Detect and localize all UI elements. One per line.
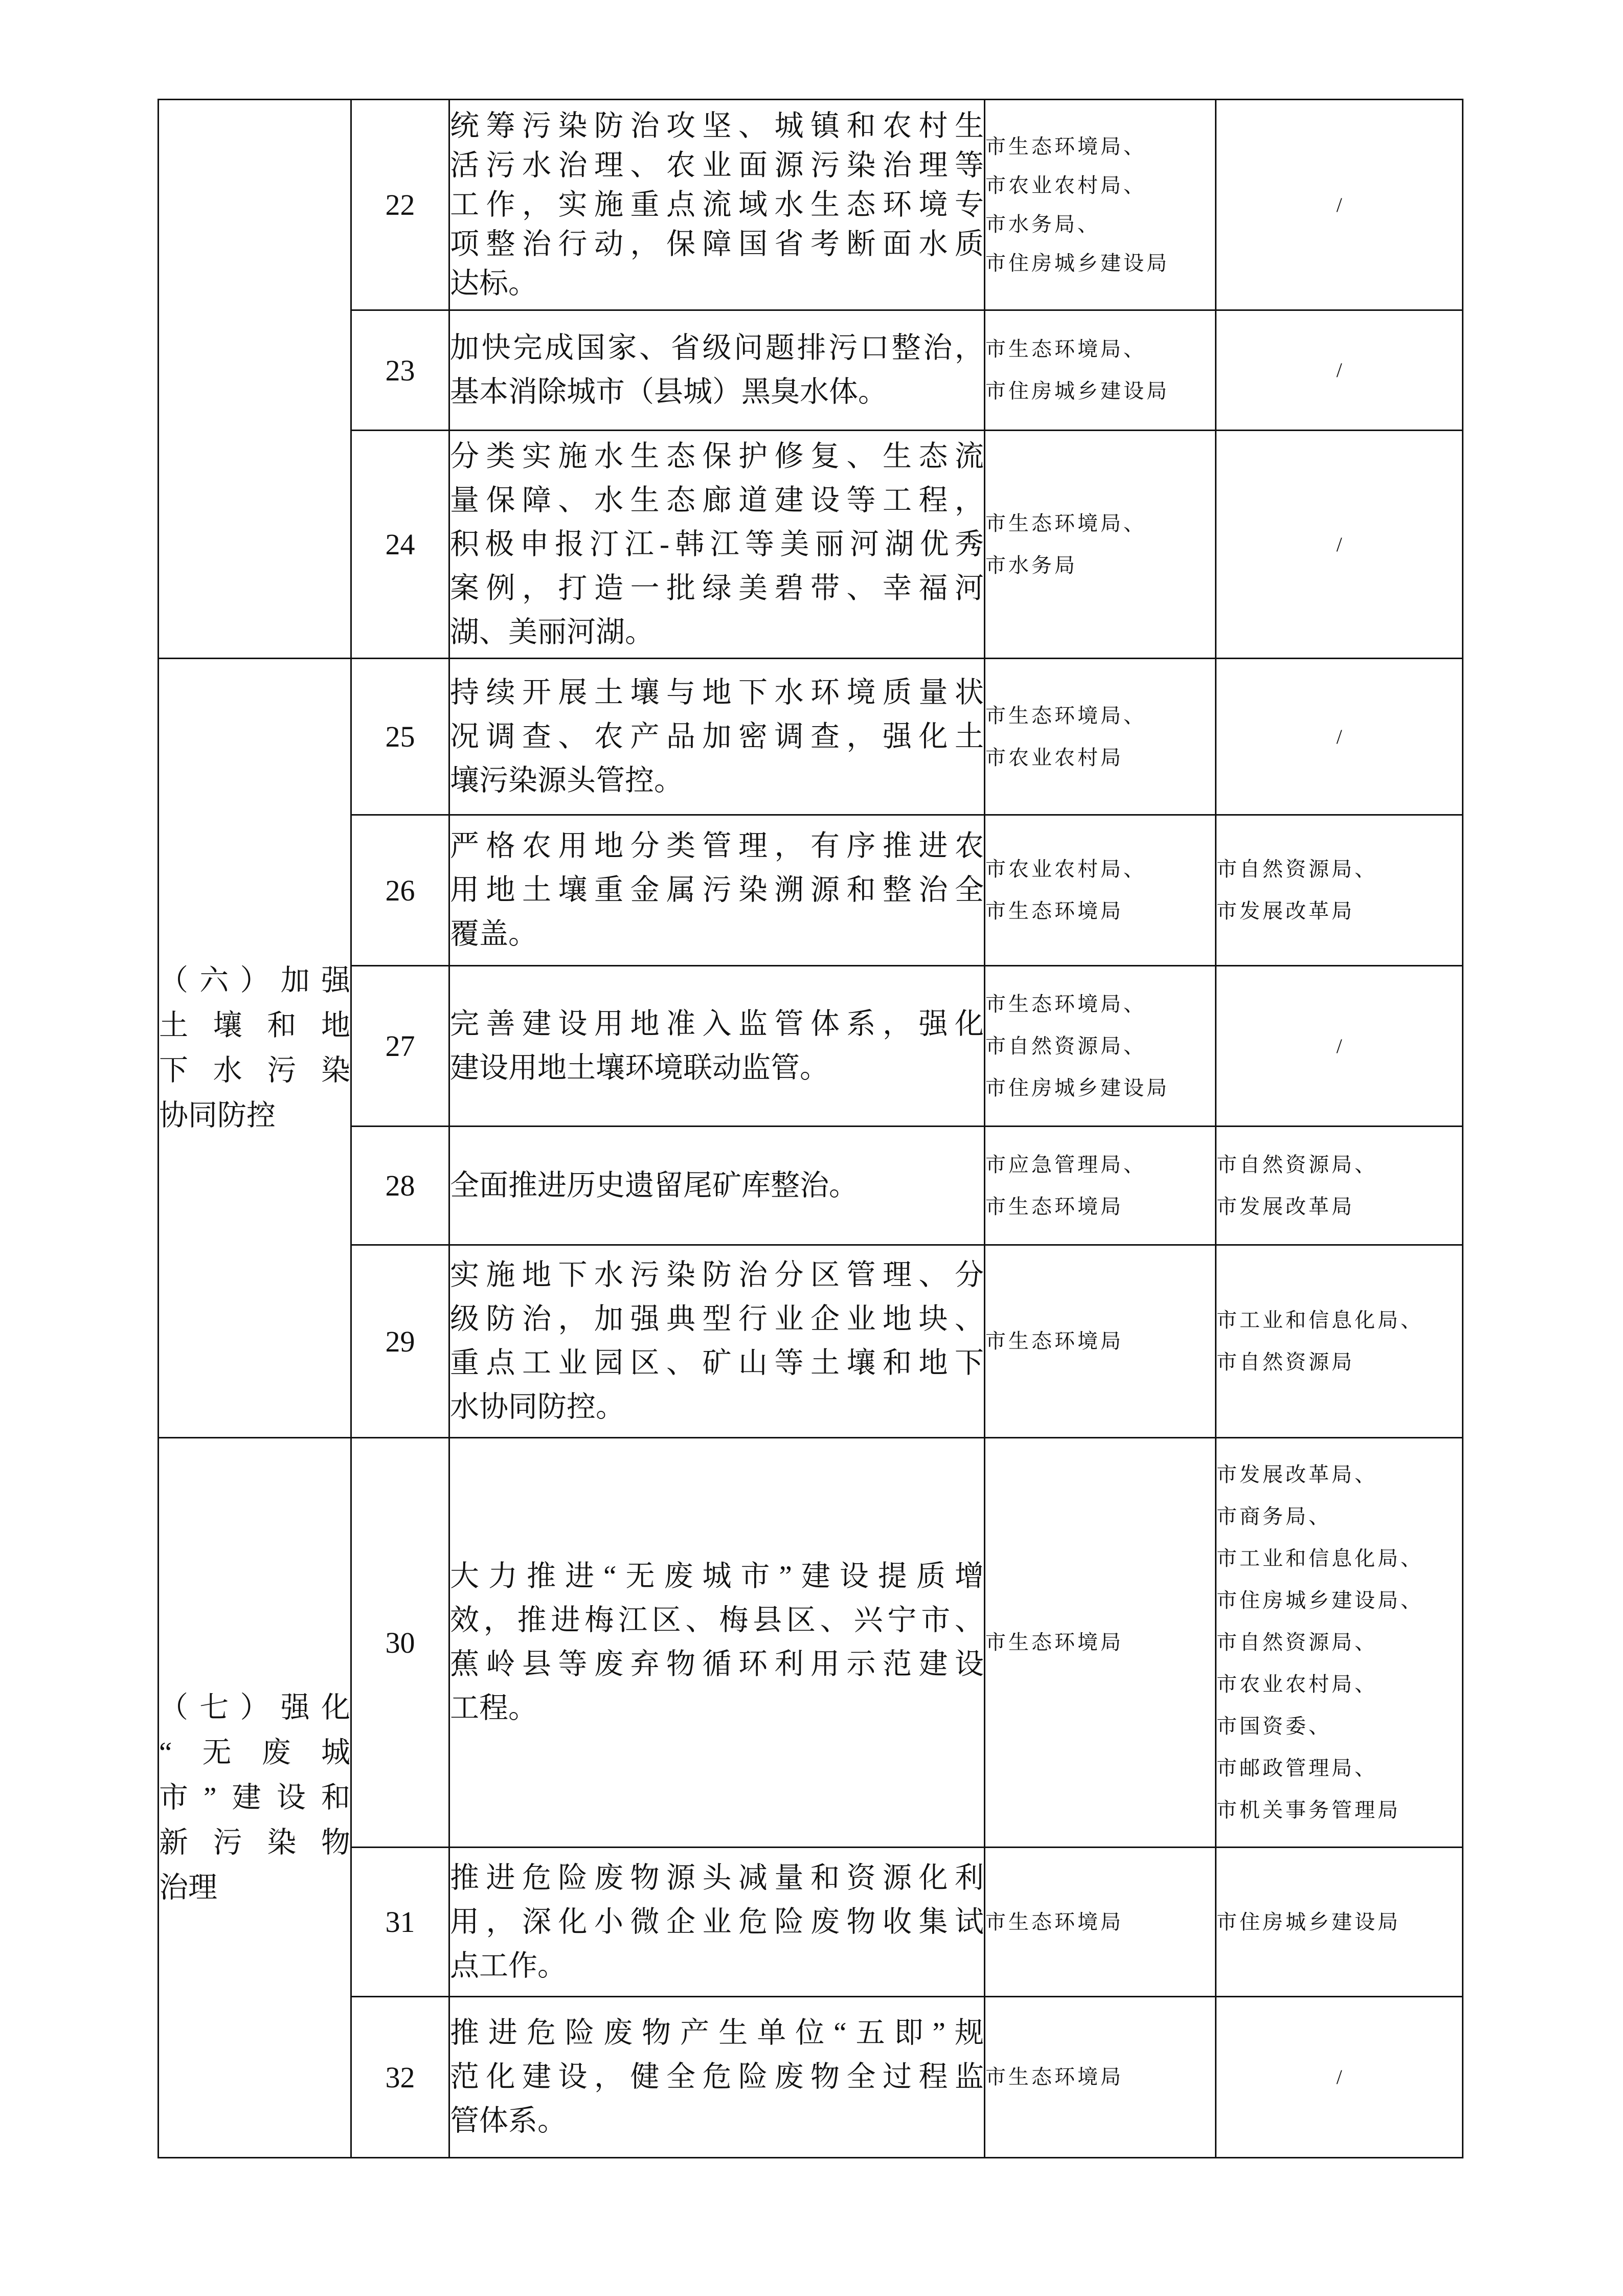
cooperating-department: 市农业农村局、 bbox=[1216, 1673, 1378, 1696]
task-line: 重点工业园区、矿山等土壤和地下 bbox=[450, 1347, 984, 1379]
lead-department: 市应急管理局、 bbox=[985, 1153, 1146, 1176]
lead-department: 市农业农村局 bbox=[985, 746, 1123, 769]
cooperating-department: 市机关事务管理局 bbox=[1216, 1798, 1401, 1821]
table-row bbox=[159, 1438, 1463, 1848]
task-table-body bbox=[159, 100, 1463, 2158]
cooperating-department: 市自然资源局、 bbox=[1216, 858, 1378, 881]
task-description bbox=[449, 1848, 985, 1997]
task-line: 效，推进梅江区、梅县区、兴宁市、 bbox=[450, 1604, 984, 1636]
category-line: （六）加强 bbox=[159, 964, 350, 997]
table-row bbox=[159, 815, 1463, 966]
lead-departments bbox=[985, 1245, 1216, 1438]
lead-departments bbox=[985, 1997, 1216, 2158]
lead-departments bbox=[985, 1127, 1216, 1245]
cooperating-department: / bbox=[1336, 725, 1342, 748]
lead-department: 市生态环境局、 bbox=[985, 511, 1146, 535]
table-row bbox=[159, 1245, 1463, 1438]
task-number: 23 bbox=[351, 310, 449, 431]
task-table bbox=[157, 99, 1463, 2158]
cooperating-department: 市发展改革局 bbox=[1216, 1195, 1355, 1218]
lead-department: 市生态环境局 bbox=[985, 1330, 1123, 1353]
lead-department: 市生态环境局、 bbox=[985, 134, 1146, 158]
category-line: 协同防控 bbox=[159, 1099, 276, 1132]
category-line: 新污染物 bbox=[159, 1826, 350, 1859]
lead-department: 市生态环境局 bbox=[985, 1910, 1123, 1933]
task-number: 30 bbox=[351, 1438, 449, 1848]
task-line: 建设用地土壤环境联动监管。 bbox=[450, 1051, 829, 1084]
task-line: 大力推进“无废城市”建设提质增 bbox=[450, 1560, 984, 1592]
task-description bbox=[449, 310, 985, 431]
cooperating-department: 市发展改革局、 bbox=[1216, 1463, 1378, 1486]
task-line: 用地土壤重金属污染溯源和整治全 bbox=[450, 874, 984, 906]
lead-department: 市水务局、 bbox=[985, 212, 1100, 236]
cooperating-department: 市商务局、 bbox=[1216, 1505, 1332, 1528]
category-line: 土壤和地 bbox=[159, 1009, 350, 1042]
lead-department: 市生态环境局、 bbox=[985, 337, 1146, 361]
task-number: 27 bbox=[351, 966, 449, 1127]
task-line: 分类实施水生态保护修复、生态流 bbox=[450, 440, 984, 472]
cooperating-departments bbox=[1216, 1848, 1463, 1997]
table-row bbox=[159, 100, 1463, 310]
task-line: 积极申报汀江-韩江等美丽河湖优秀 bbox=[450, 528, 984, 560]
task-description bbox=[449, 431, 985, 659]
task-line: 加快完成国家、省级问题排污口整治， bbox=[450, 332, 984, 364]
task-line: 工作，实施重点流域水生态环境专 bbox=[450, 189, 984, 221]
category-line: （七）强化 bbox=[159, 1691, 350, 1724]
lead-departments bbox=[985, 966, 1216, 1127]
cooperating-departments bbox=[1216, 966, 1463, 1127]
cooperating-departments bbox=[1216, 1997, 1463, 2158]
cooperating-departments bbox=[1216, 1438, 1463, 1848]
category-line: “无废城 bbox=[159, 1736, 350, 1769]
cooperating-departments bbox=[1216, 310, 1463, 431]
task-line: 湖、美丽河湖。 bbox=[450, 616, 654, 648]
task-line: 基本消除城市（县城）黑臭水体。 bbox=[450, 376, 887, 408]
lead-departments bbox=[985, 1848, 1216, 1997]
lead-department: 市生态环境局 bbox=[985, 2065, 1123, 2088]
cooperating-departments bbox=[1216, 815, 1463, 966]
task-number: 25 bbox=[351, 659, 449, 815]
cooperating-department: 市住房城乡建设局 bbox=[1216, 1910, 1401, 1933]
task-line: 推进危险废物源头减量和资源化利 bbox=[450, 1861, 984, 1894]
task-line: 工程。 bbox=[450, 1692, 537, 1724]
task-line: 管体系。 bbox=[450, 2105, 567, 2137]
cooperating-department: / bbox=[1336, 1034, 1342, 1057]
cooperating-department: / bbox=[1336, 193, 1342, 216]
task-line: 推进危险废物产生单位“五即”规 bbox=[450, 2017, 984, 2049]
table-row bbox=[159, 1127, 1463, 1245]
task-line: 覆盖。 bbox=[450, 918, 537, 950]
cooperating-department: 市自然资源局 bbox=[1216, 1350, 1355, 1374]
cooperating-department: 市国资委、 bbox=[1216, 1715, 1332, 1738]
lead-departments bbox=[985, 100, 1216, 310]
category-cell bbox=[159, 100, 351, 659]
task-description bbox=[449, 1245, 985, 1438]
cooperating-department: / bbox=[1336, 358, 1342, 381]
task-description bbox=[449, 1438, 985, 1848]
task-description bbox=[449, 100, 985, 310]
cooperating-department: / bbox=[1336, 532, 1342, 556]
table-row bbox=[159, 310, 1463, 431]
task-line: 用，深化小微企业危险废物收集试 bbox=[450, 1905, 984, 1938]
cooperating-department: 市发展改革局 bbox=[1216, 899, 1355, 922]
task-line: 达标。 bbox=[450, 267, 537, 300]
cooperating-departments bbox=[1216, 431, 1463, 659]
category-cell bbox=[159, 1438, 351, 2158]
cooperating-department: 市工业和信息化局、 bbox=[1216, 1309, 1424, 1332]
table-row bbox=[159, 431, 1463, 659]
task-number: 26 bbox=[351, 815, 449, 966]
category-line: 治理 bbox=[159, 1871, 217, 1904]
task-line: 实施地下水污染防治分区管理、分 bbox=[450, 1259, 984, 1291]
lead-department: 市农业农村局、 bbox=[985, 173, 1146, 197]
lead-department: 市生态环境局 bbox=[985, 1631, 1123, 1654]
task-line: 持续开展土壤与地下水环境质量状 bbox=[450, 676, 984, 709]
task-line: 级防治，加强典型行业企业地块、 bbox=[450, 1303, 984, 1335]
cooperating-departments bbox=[1216, 100, 1463, 310]
lead-department: 市水务局 bbox=[985, 553, 1077, 577]
table-row bbox=[159, 966, 1463, 1127]
task-number: 32 bbox=[351, 1997, 449, 2158]
task-line: 水协同防控。 bbox=[450, 1391, 625, 1423]
task-description bbox=[449, 659, 985, 815]
category-cell bbox=[159, 659, 351, 1438]
lead-department: 市生态环境局、 bbox=[985, 992, 1146, 1016]
cooperating-departments bbox=[1216, 659, 1463, 815]
task-line: 项整治行动，保障国省考断面水质 bbox=[450, 228, 984, 260]
lead-departments bbox=[985, 815, 1216, 966]
category-line: 下水污染 bbox=[159, 1054, 350, 1087]
lead-department: 市生态环境局 bbox=[985, 899, 1123, 922]
cooperating-department: 市工业和信息化局、 bbox=[1216, 1547, 1424, 1570]
task-description bbox=[449, 1127, 985, 1245]
task-line: 况调查、农产品加密调查，强化土 bbox=[450, 720, 984, 753]
lead-department: 市生态环境局 bbox=[985, 1195, 1123, 1218]
lead-departments bbox=[985, 310, 1216, 431]
task-line: 范化建设，健全危险废物全过程监 bbox=[450, 2061, 984, 2093]
lead-department: 市生态环境局、 bbox=[985, 704, 1146, 727]
cooperating-department: 市自然资源局、 bbox=[1216, 1631, 1378, 1654]
task-line: 案例，打造一批绿美碧带、幸福河 bbox=[450, 572, 984, 604]
cooperating-departments bbox=[1216, 1127, 1463, 1245]
task-line: 全面推进历史遗留尾矿库整治。 bbox=[450, 1169, 858, 1202]
task-number: 31 bbox=[351, 1848, 449, 1997]
lead-department: 市住房城乡建设局 bbox=[985, 251, 1169, 275]
task-description bbox=[449, 966, 985, 1127]
cooperating-departments bbox=[1216, 1245, 1463, 1438]
table-row bbox=[159, 1848, 1463, 1997]
table-row bbox=[159, 659, 1463, 815]
task-line: 蕉岭县等废弃物循环利用示范建设 bbox=[450, 1648, 984, 1680]
cooperating-department: 市自然资源局、 bbox=[1216, 1153, 1378, 1176]
table-row bbox=[159, 1997, 1463, 2158]
lead-department: 市住房城乡建设局 bbox=[985, 1076, 1169, 1099]
lead-department: 市农业农村局、 bbox=[985, 858, 1146, 881]
task-line: 统筹污染防治攻坚、城镇和农村生 bbox=[450, 110, 984, 142]
cooperating-department: 市邮政管理局、 bbox=[1216, 1757, 1378, 1780]
task-number: 28 bbox=[351, 1127, 449, 1245]
cooperating-department: / bbox=[1336, 2065, 1342, 2088]
lead-departments bbox=[985, 1438, 1216, 1848]
cooperating-department: 市住房城乡建设局、 bbox=[1216, 1589, 1424, 1612]
task-line: 完善建设用地准入监管体系，强化 bbox=[450, 1007, 984, 1040]
task-number: 24 bbox=[351, 431, 449, 659]
task-description bbox=[449, 815, 985, 966]
lead-department: 市自然资源局、 bbox=[985, 1034, 1146, 1057]
task-number: 22 bbox=[351, 100, 449, 310]
task-line: 壤污染源头管控。 bbox=[450, 764, 683, 797]
lead-department: 市住房城乡建设局 bbox=[985, 379, 1169, 402]
task-line: 活污水治理、农业面源污染治理等 bbox=[450, 149, 984, 182]
task-line: 量保障、水生态廊道建设等工程， bbox=[450, 484, 984, 516]
task-line: 点工作。 bbox=[450, 1949, 567, 1982]
category-line: 市”建设和 bbox=[159, 1781, 350, 1814]
lead-departments bbox=[985, 431, 1216, 659]
task-line: 严格农用地分类管理，有序推进农 bbox=[450, 830, 984, 862]
task-description bbox=[449, 1997, 985, 2158]
task-number: 29 bbox=[351, 1245, 449, 1438]
lead-departments bbox=[985, 659, 1216, 815]
